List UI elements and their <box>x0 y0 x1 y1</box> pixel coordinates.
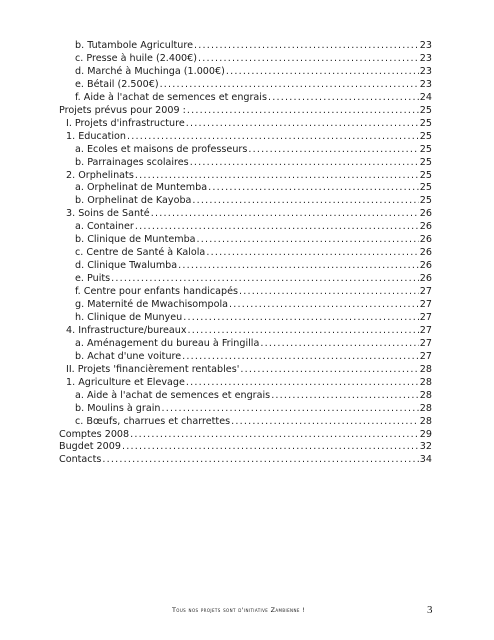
toc-entry[interactable] <box>59 452 432 467</box>
toc-entry-page: 23 <box>419 52 432 64</box>
toc-entry-page: 32 <box>419 441 432 453</box>
toc-entry-label: Projets prévus pour 2009 : <box>59 104 186 116</box>
toc-entry-label: a. Aide à l'achat de semences et engrais <box>75 389 271 401</box>
page-footer <box>0 604 494 620</box>
toc-entry-page: 25 <box>419 195 432 207</box>
toc-entry-label: f. Centre pour enfants handicapés <box>75 286 239 298</box>
toc-entry-page: 29 <box>419 428 432 440</box>
toc-entry-page: 26 <box>419 260 432 272</box>
footer-text: Tous nos projets sont d'initiative Zambienne ! <box>172 606 306 614</box>
toc-entry-page: 27 <box>419 350 432 362</box>
toc-entry-page: 25 <box>419 104 432 116</box>
toc-entry-label: b. Tutambole Agriculture <box>75 40 193 51</box>
toc-entry-page: 28 <box>419 363 432 375</box>
toc-entry-page: 27 <box>419 324 432 336</box>
toc-entry-page: 34 <box>419 454 432 466</box>
toc-entry-label: a. Ecoles et maisons de professeurs <box>75 143 248 155</box>
toc-entry-label: c. Centre de Santé à Kalola <box>75 247 206 259</box>
toc-entry-label: f. Aide à l'achat de semences et engrais <box>75 91 267 103</box>
toc-entry-page: 23 <box>419 65 432 77</box>
toc-entry-label: c. Bœufs, charrues et charrettes <box>75 415 231 427</box>
toc-entry-label: I. Projets d'infrastructure <box>66 117 185 129</box>
toc-entry-page: 25 <box>419 182 432 194</box>
toc-entry-label: c. Presse à huile (2.400€) <box>75 52 198 64</box>
toc-entry-page: 23 <box>419 78 432 90</box>
toc-entry-page: 27 <box>419 311 432 323</box>
toc-entry-page: 25 <box>419 143 432 155</box>
toc-entry-page: 25 <box>419 117 432 129</box>
toc-entry-page: 26 <box>419 273 432 285</box>
toc-entry-page: 28 <box>419 402 432 414</box>
toc-entry-page: 24 <box>419 91 432 103</box>
toc-entry-page: 27 <box>419 286 432 298</box>
toc-entry-label: b. Moulins à grain <box>75 402 161 414</box>
toc-entry-page: 23 <box>419 40 432 51</box>
toc-entry-page: 26 <box>419 234 432 246</box>
toc-entry-label: b. Parrainages scolaires <box>75 156 189 168</box>
toc-entry-label: d. Marché à Muchinga (1.000€) <box>75 65 225 77</box>
toc-entry-label: a. Container <box>75 221 134 233</box>
toc-entry-label: 4. Infrastructure/bureaux <box>66 324 187 336</box>
toc-entry-label: d. Clinique Twalumba <box>75 260 178 272</box>
toc-entry-label: e. Bétail (2.500€) <box>75 78 159 90</box>
toc-entry-label: 1. Agriculture et Elevage <box>66 376 185 388</box>
toc-entry-page: 27 <box>419 299 432 310</box>
dot-leader <box>102 452 418 467</box>
toc-entry-label: b. Clinique de Muntemba <box>75 234 196 246</box>
toc-entry-label: Comptes 2008 <box>59 428 130 440</box>
toc-entry-label: e. Puits <box>75 273 111 285</box>
toc-entry-label: b. Orphelinat de Kayoba <box>75 195 192 207</box>
toc-entry-label: b. Achat d'une voiture <box>75 350 182 362</box>
toc-entry-page: 28 <box>419 376 432 388</box>
toc-entry-page: 26 <box>419 247 432 259</box>
page-number: 3 <box>427 604 433 616</box>
toc-entry-page: 25 <box>419 130 432 142</box>
toc-entry-label: a. Orphelinat de Muntemba <box>75 182 208 194</box>
toc-entry-label: a. Aménagement du bureau à Fringilla <box>75 337 260 349</box>
toc-entry-label: h. Clinique de Munyeu <box>75 311 183 323</box>
toc-entry-page: 26 <box>419 221 432 233</box>
toc-entry-page: 26 <box>419 208 432 220</box>
toc-entry-label: 3. Soins de Santé <box>66 208 150 220</box>
toc-entry-page: 27 <box>419 337 432 349</box>
toc-entry-page: 25 <box>419 156 432 168</box>
toc-entry-label: Bugdet 2009 <box>59 441 121 453</box>
toc-entry-label: 2. Orphelinats <box>66 169 134 181</box>
toc-entry-page: 25 <box>419 169 432 181</box>
toc-entry-label: Contacts <box>59 454 102 466</box>
toc-entry-page: 28 <box>419 389 432 401</box>
toc-entry-label: g. Maternité de Mwachisompola <box>75 299 229 310</box>
toc-entry-page: 28 <box>419 415 432 427</box>
toc-entry-label: II. Projets 'financièrement rentables' <box>66 363 240 375</box>
toc-entry-label: 1. Education <box>66 130 126 142</box>
